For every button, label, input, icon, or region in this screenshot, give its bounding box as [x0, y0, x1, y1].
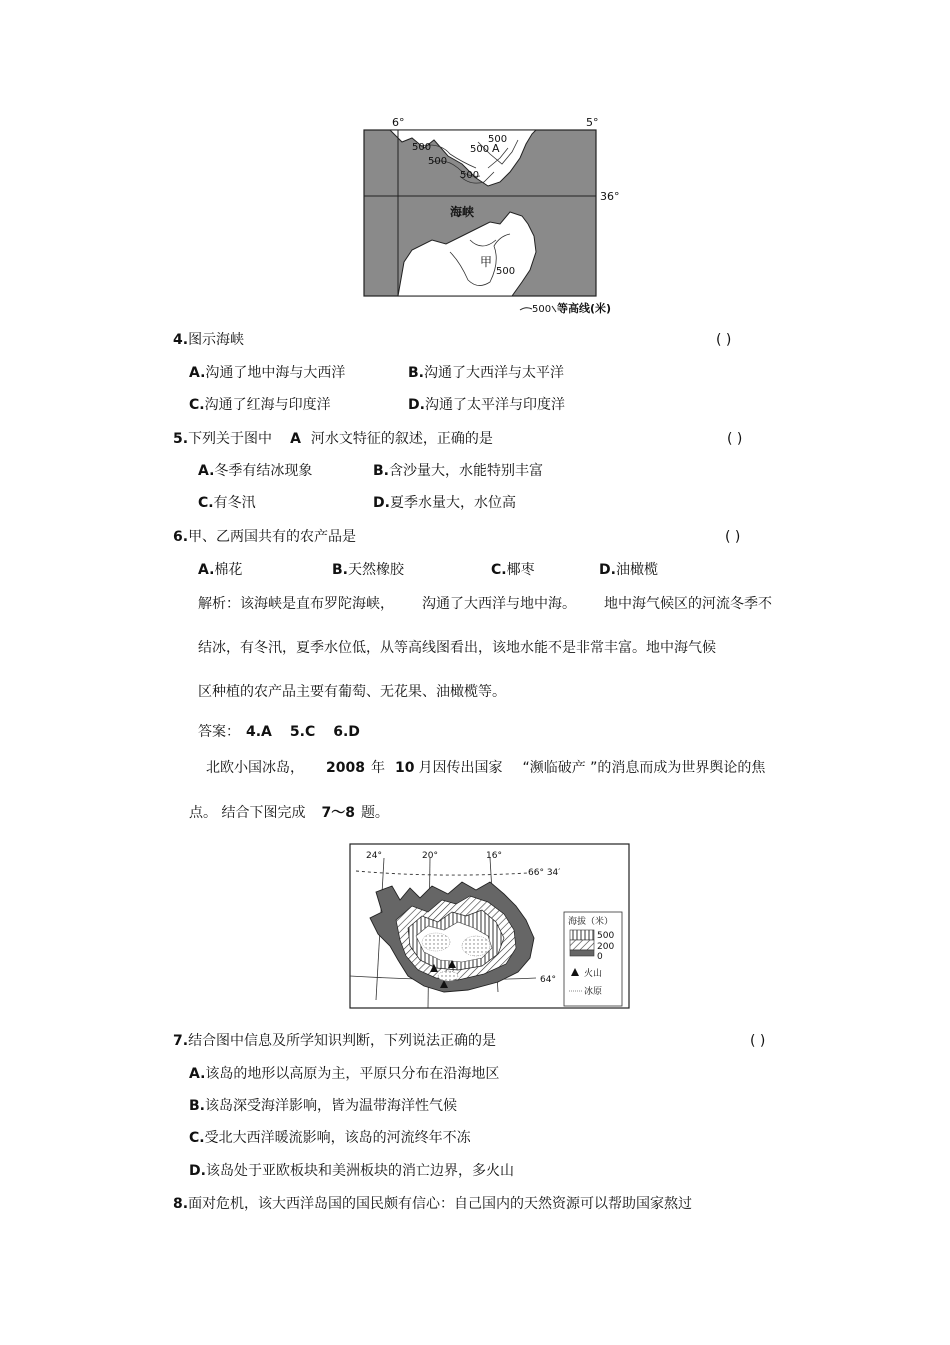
option-letter: D. [373, 495, 390, 511]
q6-answer-blank: ( ) [725, 529, 741, 545]
answer-item: 5.C [289, 724, 316, 740]
q5-option-d[interactable] [373, 494, 516, 512]
intro-line-2 [189, 804, 389, 822]
intro-part: 题。 [360, 805, 389, 821]
option-text: 该岛的地形以高原为主，平原只分布在沿海地区 [205, 1066, 500, 1082]
answer-item: 4.A [246, 724, 272, 740]
map1-lat-36: 36° [600, 190, 620, 203]
q6-option-d[interactable] [599, 561, 658, 579]
lon-label: 16° [486, 851, 502, 861]
contour-label: 500 [428, 156, 448, 167]
q4-stem [173, 331, 244, 349]
option-text: 夏季水量大，水位高 [389, 495, 516, 511]
q4-text: 图示海峡 [188, 332, 245, 348]
q5-answer-blank: ( ) [727, 431, 743, 447]
q5-number: 5. [173, 431, 189, 447]
option-letter: A. [189, 1066, 206, 1082]
analysis-part: 解析：该海峡是直布罗陀海峡， [198, 596, 394, 612]
lon-label: 20° [422, 851, 438, 861]
option-letter: D. [189, 1163, 206, 1179]
option-text: 沟通了红海与印度洋 [204, 397, 331, 413]
q6-option-a[interactable] [198, 561, 242, 579]
q6-number: 6. [173, 529, 189, 545]
q6-option-b[interactable] [332, 561, 404, 579]
legend-value: 0 [597, 952, 603, 962]
option-letter: C. [189, 1130, 205, 1146]
intro-year: 2008 [326, 760, 365, 776]
arctic-circle-label: 66° 34′ [528, 868, 561, 878]
legend-value: 200 [597, 942, 615, 952]
q5-option-c[interactable] [198, 494, 256, 512]
analysis-part: 沟通了大西洋与地中海。 [422, 596, 576, 612]
q7-answer-blank: ( ) [750, 1033, 766, 1049]
q6-option-c[interactable] [491, 561, 535, 579]
legend-text: 等高线(米) [557, 302, 612, 315]
legend-glacier: 冰原 [584, 987, 603, 997]
contour-label: 500 [496, 266, 516, 277]
point-a-label: A [492, 142, 500, 155]
q4-option-c[interactable] [189, 396, 331, 414]
intro-quote: “濒临破产 ” [522, 760, 598, 776]
q5-text-pre: 下列关于图中 [188, 431, 273, 447]
intro-part: 点。 结合下图完成 [189, 805, 306, 821]
q7-option-d[interactable] [189, 1162, 514, 1180]
option-letter: B. [408, 365, 424, 381]
option-letter: A. [198, 463, 215, 479]
map1-lon-6: 6° [392, 116, 405, 129]
q5-option-b[interactable] [373, 462, 543, 480]
iceland-map [348, 842, 632, 1012]
legend-value: 500 [597, 931, 615, 941]
analysis-part: 地中海气候区的河流冬季不 [604, 596, 772, 612]
q4-answer-blank: ( ) [716, 332, 732, 348]
q7-number: 7. [173, 1033, 189, 1049]
option-letter: B. [373, 463, 389, 479]
intro-part: 年 [370, 760, 385, 776]
option-letter: C. [491, 562, 507, 578]
q5-river-a: A [290, 431, 301, 447]
analysis-line-1 [198, 595, 772, 613]
answer-item: 6.D [333, 724, 360, 740]
q7-stem [173, 1032, 496, 1050]
option-letter: C. [198, 495, 214, 511]
contour-label: 500 [460, 170, 480, 181]
lat-label: 64° [540, 975, 556, 985]
option-text: 受北大西洋暖流影响，该岛的河流终年不冻 [204, 1130, 471, 1146]
option-text: 含沙量大，水能特别丰富 [389, 463, 543, 479]
contour-label: 500 [470, 144, 490, 155]
q4-option-d[interactable] [408, 396, 565, 414]
contour-legend-line [520, 308, 532, 310]
intro-range: 7～8 [321, 805, 355, 821]
q4-option-b[interactable] [408, 364, 564, 382]
intro-month: 10 [394, 760, 415, 776]
intro-part: 北欧小国冰岛， [206, 760, 304, 776]
legend-value: 500 [532, 304, 552, 315]
country-jia-label: 甲 [480, 255, 493, 269]
option-letter: B. [332, 562, 348, 578]
contour-label: 500 [412, 142, 432, 153]
option-text: 沟通了大西洋与太平洋 [424, 365, 564, 381]
option-text: 该岛处于亚欧板块和美洲板块的消亡边界，多火山 [205, 1163, 514, 1179]
option-text: 有冬汛 [213, 495, 256, 511]
q7-option-b[interactable] [189, 1097, 457, 1115]
option-letter: A. [189, 365, 206, 381]
option-letter: D. [408, 397, 425, 413]
q5-text-post: 河水文特征的叙述，正确的是 [310, 431, 493, 447]
option-text: 沟通了太平洋与印度洋 [424, 397, 565, 413]
option-letter: C. [189, 397, 205, 413]
option-letter: B. [189, 1098, 205, 1114]
intro-line-1 [206, 759, 765, 777]
contour-label: 500 [488, 134, 508, 145]
analysis-line-2: 结冰，有冬汛，夏季水位低，从等高线图看出，该地水能不是非常丰富。地中海气候 [198, 640, 716, 656]
strait-map [350, 112, 640, 318]
q6-text: 甲、乙两国共有的农产品是 [188, 529, 357, 545]
q8-number: 8. [173, 1196, 189, 1212]
answer-line [198, 723, 360, 741]
q4-option-a[interactable] [189, 364, 345, 382]
option-text: 油橄榄 [615, 562, 658, 578]
option-letter: A. [198, 562, 215, 578]
analysis-line-3: 区种植的农产品主要有葡萄、无花果、油橄榄等。 [198, 684, 506, 700]
answer-label: 答案： [198, 724, 240, 740]
option-text: 天然橡胶 [348, 562, 404, 578]
q8-stem [173, 1195, 692, 1213]
option-text: 冬季有结冰现象 [214, 463, 313, 479]
lon-label: 24° [366, 851, 382, 861]
legend-title: 海拔（米） [568, 917, 614, 927]
option-text: 该岛深受海洋影响，皆为温带海洋性气候 [205, 1098, 457, 1114]
q6-stem [173, 528, 356, 546]
option-text: 棉花 [214, 562, 243, 578]
option-text: 椰枣 [506, 562, 535, 578]
q4-number: 4. [173, 332, 189, 348]
q7-option-c[interactable] [189, 1129, 471, 1147]
intro-part: 月因传出国家 [418, 760, 503, 776]
intro-part: 的消息而成为世界舆论的焦 [597, 760, 766, 776]
legend-volcano: 火山 [584, 969, 603, 979]
q8-text: 面对危机，该大西洋岛国的国民颇有信心：自己国内的天然资源可以帮助国家熬过 [188, 1196, 693, 1212]
q5-stem [173, 430, 493, 448]
option-text: 沟通了地中海与大西洋 [205, 365, 346, 381]
q7-text: 结合图中信息及所学知识判断，下列说法正确的是 [188, 1033, 497, 1049]
q7-option-a[interactable] [189, 1065, 499, 1083]
option-letter: D. [599, 562, 616, 578]
map1-lon-5: 5° [586, 116, 599, 129]
q5-option-a[interactable] [198, 462, 312, 480]
strait-label: 海峡 [450, 205, 475, 219]
